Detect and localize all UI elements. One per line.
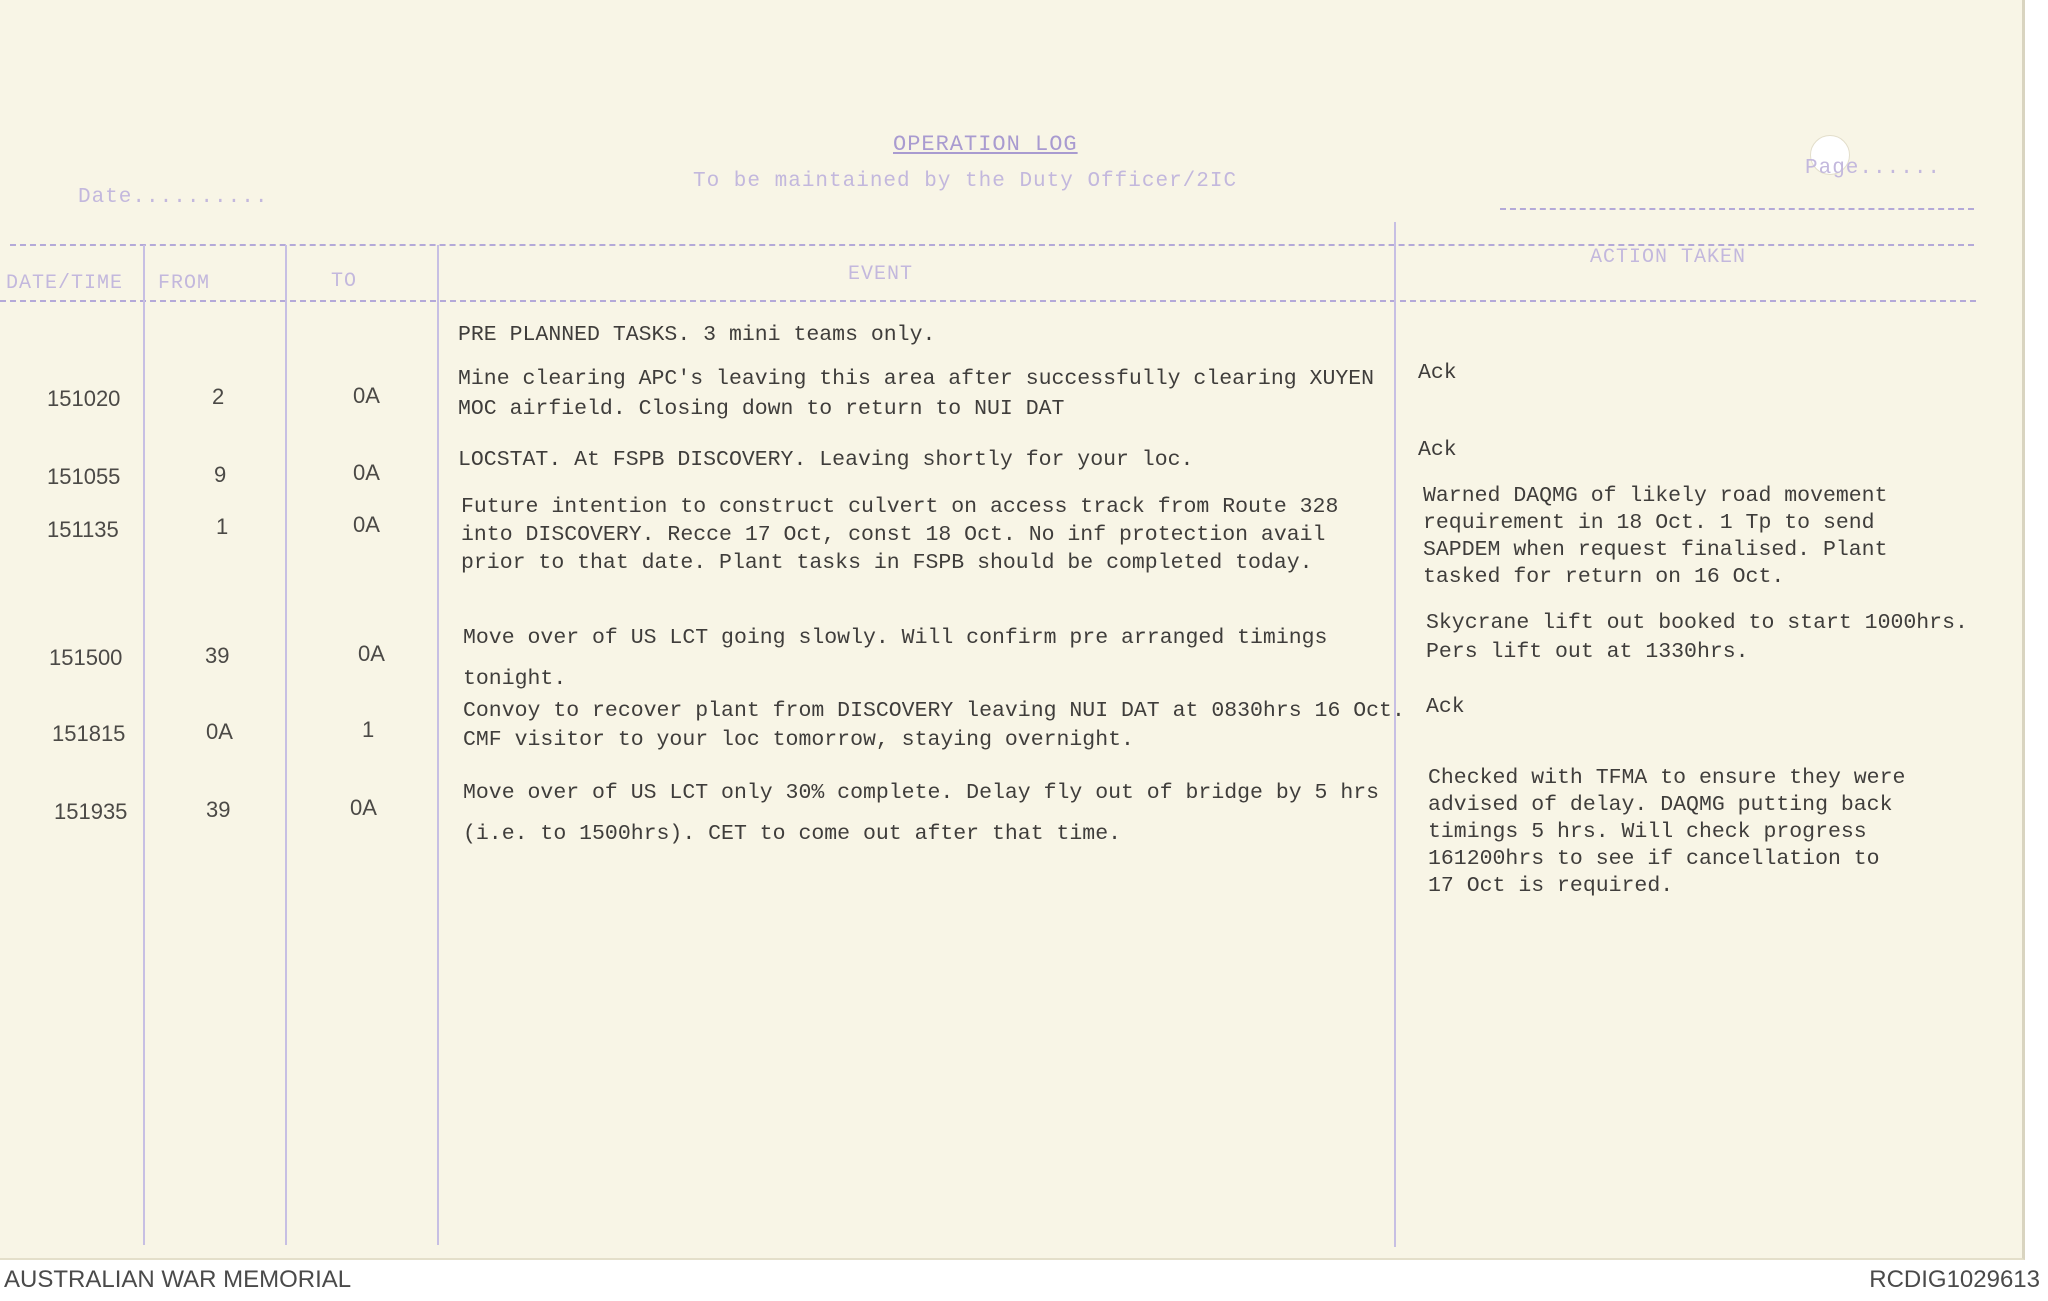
form-subtitle: To be maintained by the Duty Officer/2IC [693,170,1238,193]
entry-from: 2 [212,384,225,409]
entry-event-line: prior to that date. Plant tasks in FSPB should be completed today. [461,551,1313,575]
page-label: Page...... [1805,157,1942,180]
column-divider-4 [1394,222,1396,1247]
entry-event-line: MOC airfield. Closing down to return to NUI DAT [458,397,1065,421]
entry-datetime: 151020 [47,386,121,411]
entry-datetime: 151815 [52,721,126,746]
entry-to: 0A [350,795,377,820]
entry-event-line: tonight. [463,667,567,691]
preamble-text: PRE PLANNED TASKS. 3 mini teams only. [458,323,936,347]
entry-from: 9 [214,462,227,487]
column-divider-1 [143,245,145,1245]
entry-action-line: Ack [1418,361,1457,385]
entry-datetime: 151055 [47,464,121,489]
entry-event-line: (i.e. to 1500hrs). CET to come out after that time. [463,822,1122,846]
entry-action-line: tasked for return on 16 Oct. [1423,565,1785,589]
entry-action-line: Skycrane lift out booked to start 1000hrs. [1426,611,1968,635]
col-header-to: TO [331,270,358,293]
entry-to: 1 [362,717,375,742]
entry-action-line: advised of delay. DAQMG putting back [1428,793,1893,817]
entry-event-line: Move over of US LCT only 30% complete. Delay fly out of bridge by 5 hrs [463,781,1380,805]
entry-event-line: Future intention to construct culvert on access track from Route 328 [461,495,1339,519]
footer-catalog-id: RCDIG1029613 [1869,1266,2040,1293]
entry-action-line: 17 Oct is required. [1428,874,1674,898]
entry-event-line: Convoy to recover plant from DISCOVERY leaving NUI DAT at 0830hrs 16 Oct. [463,699,1405,723]
entry-action-line: timings 5 hrs. Will check progress [1428,820,1867,844]
entry-action-line: Warned DAQMG of likely road movement [1423,484,1888,508]
entry-to: 0A [358,641,385,666]
entry-from: 0A [206,719,233,744]
entry-action-line: Pers lift out at 1330hrs. [1426,640,1749,664]
entry-datetime: 151500 [49,645,123,670]
footer-credit: AUSTRALIAN WAR MEMORIAL [4,1266,352,1293]
column-divider-2 [285,245,287,1245]
entry-action-line: SAPDEM when request finalised. Plant [1423,538,1888,562]
form-title: OPERATION LOG [893,132,1078,157]
page-top-rule [1500,208,1974,210]
entry-action-line: Ack [1426,695,1465,719]
entry-action-line: Checked with TFMA to ensure they were [1428,766,1906,790]
col-header-from: FROM [158,272,211,295]
column-divider-3 [437,245,439,1245]
entry-event-line: into DISCOVERY. Recce 17 Oct, const 18 Oct. No inf protection avail [461,523,1326,547]
entry-to: 0A [353,460,380,485]
entry-to: 0A [353,512,380,537]
entry-event-line: Move over of US LCT going slowly. Will confirm pre arranged timings [463,626,1328,650]
entry-action-line: Ack [1418,438,1457,462]
entry-event-line: LOCSTAT. At FSPB DISCOVERY. Leaving shortly for your loc. [458,448,1194,472]
entry-from: 1 [216,514,229,539]
entry-event-line: CMF visitor to your loc tomorrow, staying overnight. [463,728,1134,752]
col-header-datetime: DATE/TIME [6,272,124,295]
col-header-action: ACTION TAKEN [1590,246,1747,269]
entry-datetime: 151935 [54,799,128,824]
date-label: Date.......... [78,186,269,209]
entry-event-line: Mine clearing APC's leaving this area after successfully clearing XUYEN [458,367,1375,391]
header-bottom-rule [0,300,1976,302]
col-header-event: EVENT [848,263,914,286]
entry-action-line: 161200hrs to see if cancellation to [1428,847,1880,871]
entry-from: 39 [206,797,231,822]
entry-action-line: requirement in 18 Oct. 1 Tp to send [1423,511,1875,535]
entry-datetime: 151135 [47,517,119,542]
entry-to: 0A [353,383,380,408]
entry-from: 39 [205,643,230,668]
